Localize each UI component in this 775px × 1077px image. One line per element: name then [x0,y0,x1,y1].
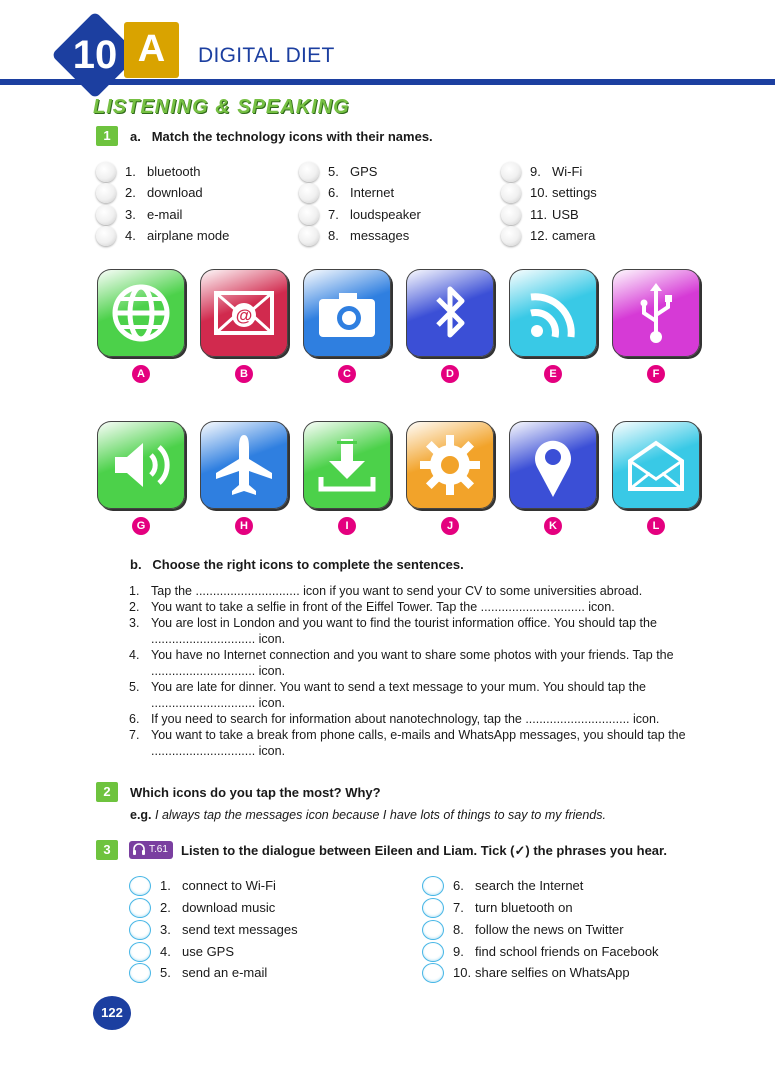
match-item-number: 5. [328,164,339,179]
match-item-label: USB [552,207,579,222]
phrase-item [453,944,659,960]
tick-box[interactable] [129,963,151,983]
phrase-item [453,878,583,894]
phrase-label: share selfies on WhatsApp [475,965,630,980]
match-item [530,228,595,244]
exercise-1b-text: Choose the right icons to complete the sentences. [152,557,464,572]
svg-text:@: @ [235,306,253,325]
match-item [530,185,597,201]
match-item-number: 8. [328,228,339,243]
bluetooth-icon [406,269,494,357]
camera-icon [303,269,391,357]
exercise-3-instruction: Listen to the dialogue between Eileen and Liam. Tick (✓) the phrases you hear. [181,843,667,858]
phrase-item [160,965,267,981]
tick-box[interactable] [422,898,444,918]
exercise-1b-label: b. [130,557,142,572]
phrase-number: 9. [453,944,464,959]
exercise-1a-label: a. [130,129,141,144]
match-item-number: 1. [125,164,136,179]
match-item-label: camera [552,228,596,243]
match-item-label: Wi-Fi [552,164,583,179]
settings-gear-icon [406,421,494,509]
sentence-item [129,599,719,615]
example-text: I always tap the messages icon because I have lots of things to say to my friends. [155,808,606,822]
match-item-number: 11. [530,207,548,222]
unit-title: DIGITAL DIET [198,44,335,67]
exercise-1a-instruction [130,129,433,144]
sentence-item [129,615,719,647]
match-item [125,228,229,244]
phrase-item [160,900,275,916]
tick-box[interactable] [129,876,151,896]
phrase-number: 8. [453,922,464,937]
match-item-label: GPS [350,164,378,179]
headphones-icon [132,842,146,863]
phrase-item [160,878,276,894]
match-answer-circle[interactable] [96,183,116,203]
phrase-number: 3. [160,922,171,937]
exercise-2-badge: 2 [96,782,118,802]
match-item-number: 2. [125,185,136,200]
match-item-number: 10. [530,185,549,200]
phrase-label: send text messages [182,922,298,937]
match-item [125,164,201,180]
phrase-label: find school friends on Facebook [475,944,659,959]
email-at-icon [200,269,288,357]
track-number: T.61 [149,844,168,855]
exercise-2-instruction: Which icons do you tap the most? Why? [130,785,381,800]
phrase-item [453,900,573,916]
phrase-item [453,965,630,981]
gps-pin-icon [509,421,597,509]
icon-letter-label: C [338,365,356,383]
match-answer-circle[interactable] [299,226,319,246]
match-item [328,185,394,201]
match-item-label: loudspeaker [350,207,421,222]
icon-letter-label: K [544,517,562,535]
match-answer-circle[interactable] [501,162,521,182]
audio-track-badge[interactable] [129,841,173,859]
icon-letter-label: A [132,365,150,383]
match-item-label: airplane mode [147,228,230,243]
download-icon [303,421,391,509]
match-item-number: 6. [328,185,339,200]
sentence-number: 2. [129,600,140,614]
example-label: e.g. [130,808,152,822]
sentence-list [129,583,719,763]
match-item [530,207,579,223]
match-item-label: messages [350,228,410,243]
phrase-number: 2. [160,900,171,915]
match-answer-circle[interactable] [501,226,521,246]
phrase-label: send an e-mail [182,965,268,980]
icon-letter-label: D [441,365,459,383]
tick-box[interactable] [422,963,444,983]
exercise-1a-text: Match the technology icons with their names. [151,129,433,144]
tick-box[interactable] [129,920,151,940]
match-item [125,207,182,223]
sentence-item [129,711,719,727]
icon-letter-label: I [338,517,356,535]
match-item-number: 3. [125,207,136,222]
page-number: 122 [93,996,131,1030]
exercise-1b-instruction [130,557,464,572]
icon-letter-label: L [647,517,665,535]
match-item-label: e-mail [147,207,183,222]
match-answer-circle[interactable] [299,205,319,225]
match-answer-circle[interactable] [501,183,521,203]
icon-letter-label: E [544,365,562,383]
icon-letter-label: H [235,517,253,535]
icon-letter-label: J [441,517,459,535]
icon-letter-label: B [235,365,253,383]
phrase-label: connect to Wi-Fi [182,878,276,893]
exercise-2-example [130,808,606,822]
unit-letter: A [137,28,166,70]
unit-number: 10 [72,33,118,77]
match-item [125,185,203,201]
sentence-text: You are late for dinner. You want to send a text message to your mum. You should tap the .............................. icon. [151,680,647,710]
phrase-number: 4. [160,944,171,959]
airplane-icon [200,421,288,509]
tick-box[interactable] [422,876,444,896]
sentence-text: You want to take a selfie in front of the Eiffel Tower. Tap the .............................. icon. [151,600,615,614]
phrase-item [160,922,298,938]
phrase-item [453,922,624,938]
match-item-number: 7. [328,207,339,222]
match-item-number: 12. [530,228,549,243]
sentence-text: You have no Internet connection and you want to share some photos with your friends. Tap the .............................. icon. [151,648,674,678]
match-item-number: 4. [125,228,136,243]
section-title: LISTENING & SPEAKING [93,96,350,118]
match-item-label: bluetooth [147,164,201,179]
sentence-text: Tap the .............................. icon if you want to send your CV to some universities abroad. [151,584,643,598]
icon-letter-label: F [647,365,665,383]
phrase-number: 1. [160,878,171,893]
wifi-icon [509,269,597,357]
exercise-3-badge: 3 [96,840,118,860]
phrase-item [160,944,234,960]
phrase-number: 6. [453,878,464,893]
match-item-number: 9. [530,164,541,179]
match-item-label: Internet [350,185,395,200]
sentence-number: 7. [129,728,140,742]
match-answer-circle[interactable] [96,162,116,182]
sentence-item [129,727,719,759]
match-item [328,228,409,244]
sentence-text: If you need to search for information about nanotechnology, tap the .............................. icon. [151,712,660,726]
match-item [328,164,377,180]
phrase-number: 7. [453,900,464,915]
match-item [328,207,421,223]
sentence-item [129,679,719,711]
sentence-number: 5. [129,680,140,694]
globe-icon [97,269,185,357]
exercise-1-badge: 1 [96,126,118,146]
sentence-number: 4. [129,648,140,662]
icon-letter-label: G [132,517,150,535]
phrase-label: download music [182,900,276,915]
match-answer-circle[interactable] [501,205,521,225]
sentence-text: You are lost in London and you want to find the tourist information office. You should tap the .............................. icon. [151,616,657,646]
sentence-number: 6. [129,712,140,726]
sentence-text: You want to take a break from phone calls, e-mails and WhatsApp messages, you should tap the .............................. icon. [151,728,686,758]
tick-box[interactable] [129,898,151,918]
match-answer-circle[interactable] [299,183,319,203]
phrase-label: follow the news on Twitter [475,922,624,937]
loudspeaker-icon [97,421,185,509]
phrase-label: turn bluetooth on [475,900,573,915]
phrase-number: 5. [160,965,171,980]
sentence-item [129,647,719,679]
messages-envelope-icon [612,421,700,509]
match-answer-circle[interactable] [96,226,116,246]
sentence-number: 3. [129,616,140,630]
usb-icon [612,269,700,357]
phrase-label: search the Internet [475,878,584,893]
phrase-number: 10. [453,965,472,980]
sentence-item [129,583,719,599]
tick-box[interactable] [422,920,444,940]
match-answer-circle[interactable] [299,162,319,182]
sentence-number: 1. [129,584,140,598]
tick-box[interactable] [422,942,444,962]
phrase-label: use GPS [182,944,235,959]
match-answer-circle[interactable] [96,205,116,225]
match-item-label: settings [552,185,597,200]
match-item [530,164,582,180]
match-item-label: download [147,185,203,200]
tick-box[interactable] [129,942,151,962]
